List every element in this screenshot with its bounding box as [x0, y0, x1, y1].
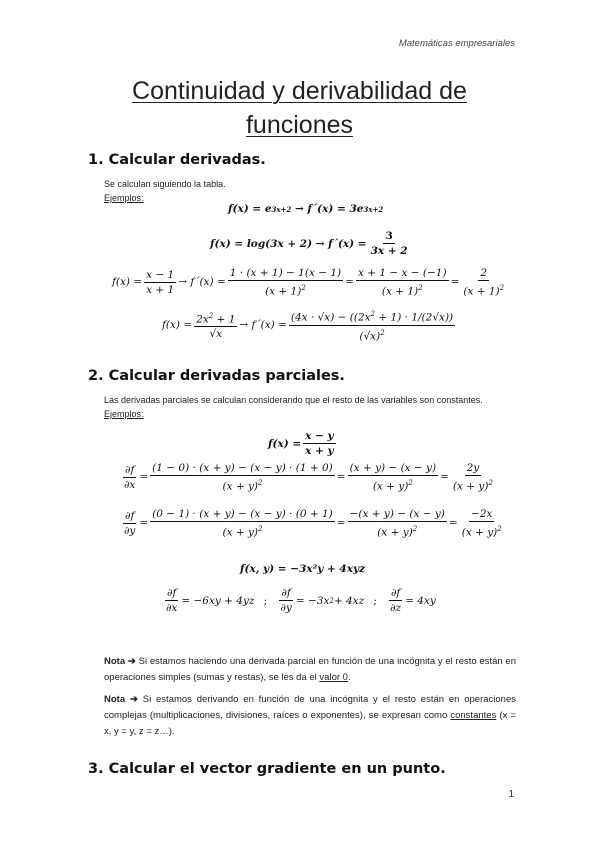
equation-8: f(x, y) = −3x²y + 4xyz: [240, 563, 366, 575]
note-1-underlined: valor 0: [319, 672, 348, 683]
section-1-examples-label: Ejemplos:: [104, 193, 144, 203]
note-2-end: (x = x, y = y, z = z…).: [104, 710, 516, 737]
note-2-label: Nota: [104, 694, 126, 705]
note-1: [104, 654, 516, 686]
note-1-text: Si estamos haciendo una derivada parcial en función de una incógnita y el resto están en operaciones simples (sumas y restas), se les da el: [104, 656, 516, 683]
section-3-heading: 3. Calcular el vector gradiente en un punto.: [88, 761, 446, 777]
equation-1: f(x) = e 3x+2 → f´(x) = 3e 3x+2: [228, 203, 384, 215]
note-2: [104, 692, 516, 740]
section-1-heading: 1. Calcular derivadas.: [88, 152, 266, 168]
note-1-label: Nota: [104, 656, 126, 667]
equation-2: f(x) = log(3x + 2) → f´(x) = $\frac{3}{3x + 2}$: [210, 230, 408, 257]
section-2-heading: 2. Calcular derivadas parciales.: [88, 368, 345, 384]
note-1-end: .: [347, 672, 351, 683]
equation-3: f(x) = $\frac{x - 1}{x + 1}$ → f´(x) = $\frac{1 \cdot (x + 1) - 1(x - 1)}{(x + 1)^2}$ = $\frac{x + 1 - x - (-1)}{(x + 1)^2}$ = $\frac{2}{(x + 1)^2}$: [112, 267, 505, 298]
page-title: [0, 74, 599, 142]
note-2-text: Si estamos derivando en función de una incógnita y el resto están en operaciones complejas (multiplicaciones, divisiones, raíces o exponentes), se expresan como: [104, 694, 516, 721]
running-header: Matemáticas empresariales: [398, 38, 515, 49]
note-2-underlined: constantes: [450, 710, 497, 721]
equation-6: $\frac{\partial f}{\partial x}$ = $\frac{(1 - 0) \cdot (x + y) - (x - y) \cdot (1 + 0)}{(x + y)^2}$ = $\frac{(x + y) - (x - y)}{(x + y)^2}$ = $\frac{2y}{(x + y)^2}$: [124, 462, 493, 493]
title-line-1: Continuidad y derivabilidad de: [132, 77, 467, 105]
page-number: 1: [508, 789, 514, 800]
equation-7: $\frac{\partial f}{\partial y}$ = $\frac{(0 - 1) \cdot (x + y) - (x - y) \cdot (0 + 1)}{(x + y)^2}$ = $\frac{-(x + y) - (x - y)}{(x + y)^2}$ = $\frac{-2x}{(x + y)^2}$: [124, 508, 502, 539]
title-line-2: funciones: [245, 111, 354, 139]
section-2-examples-label: Ejemplos:: [104, 409, 144, 419]
section-2-intro: Las derivadas parciales se calculan considerando que el resto de las variables son constantes.: [104, 395, 483, 405]
arrow-icon: ➔: [129, 694, 138, 705]
arrow-icon: ➔: [127, 656, 136, 667]
equation-5: f(x) = $\frac{x - y}{x + y}$: [268, 430, 334, 457]
section-1-intro: Se calculan siguiendo la tabla.: [104, 179, 226, 189]
equation-9: $\frac{\partial f}{\partial x}$ = −6xy + 4yz ; $\frac{\partial f}{\partial y}$ = −3x 2 + 4xz ; $\frac{\partial f}{\partial z}$ = 4xy: [166, 587, 436, 614]
equation-4: f(x) = $\frac{2x^2 + 1}{√x}$ → f´(x) = $\frac{(4x \cdot √x) - ((2x^2 + 1) \cdot 1/(2√x))}{(√x)^2}$: [162, 310, 454, 342]
